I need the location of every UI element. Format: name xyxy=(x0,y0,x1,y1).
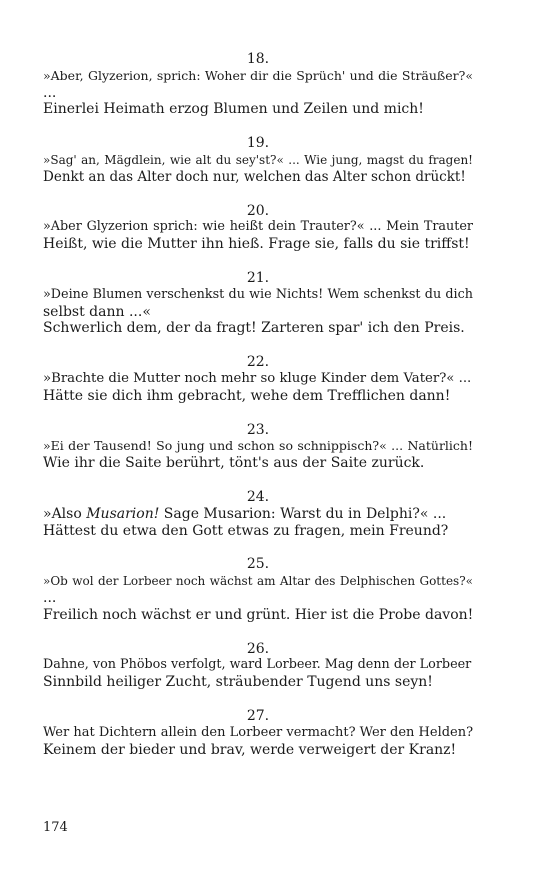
verse-line: »Aber Glyzerion sprich: wie heißt dein Trauter?« ... Mein Trauter xyxy=(43,219,473,235)
verse-line: Keinem der bieder und brav, werde verweigert der Kranz! xyxy=(43,741,457,758)
stanza-number: 24. xyxy=(246,488,270,505)
verse-line xyxy=(43,506,473,523)
stanza-number: 18. xyxy=(246,51,270,67)
verse-emphasis: Musarion! xyxy=(86,505,160,522)
verse-line: Hätte sie dich ihm gebracht, wehe dem Trefflichen dann! xyxy=(43,387,451,404)
stanza-26 xyxy=(43,641,473,691)
stanza-19 xyxy=(43,135,473,185)
stanza-25 xyxy=(43,556,473,623)
verse-line: Sinnbild heiliger Zucht, sträubender Tugend uns seyn! xyxy=(43,674,433,691)
stanza-number: 23. xyxy=(246,421,270,438)
verse-line: selbst dann ...« xyxy=(43,303,151,320)
verse-line: ... xyxy=(43,589,57,606)
verse-line: Wer hat Dichtern allein den Lorbeer vermacht? Wer den Helden? xyxy=(43,724,474,740)
stanza-22 xyxy=(43,354,473,404)
verse-line: »Ei der Tausend! So jung und schon so schnippisch?« ... Natürlich! xyxy=(43,438,473,454)
stanza-20 xyxy=(43,203,473,253)
verse-line: »Brachte die Mutter noch mehr so kluge Kinder dem Vater?« ... xyxy=(43,370,472,386)
page-number: 174 xyxy=(43,820,68,835)
verse-line: Einerlei Heimath erzog Blumen und Zeilen und mich! xyxy=(43,101,424,118)
verse-line: Freilich noch wächst er und grünt. Hier ist die Probe davon! xyxy=(43,606,474,623)
stanza-21 xyxy=(43,270,473,337)
stanza-18 xyxy=(43,51,473,118)
verse-line: Hättest du etwa den Gott etwas zu fragen, mein Freund? xyxy=(43,522,449,539)
stanza-number: 22. xyxy=(246,354,270,371)
verse-line: Wie ihr die Saite berührt, tönt's aus der Saite zurück. xyxy=(43,455,425,472)
stanza-number: 20. xyxy=(246,202,270,219)
stanza-number: 27. xyxy=(246,707,270,724)
verse-line: »Aber, Glyzerion, sprich: Woher dir die Sprüch' und die Sträußer?« xyxy=(43,67,473,83)
verse-line: ... xyxy=(43,84,57,101)
stanza-24 xyxy=(43,489,473,539)
verse-line: »Deine Blumen verschenkst du wie Nichts! Wem schenkst du dich xyxy=(43,286,473,302)
verse-line: Dahne, von Phöbos verfolgt, ward Lorbeer. Mag denn der Lorbeer xyxy=(43,657,472,673)
poem-page xyxy=(43,51,473,775)
verse-line: Denkt an das Alter doch nur, welchen das Alter schon drückt! xyxy=(43,168,466,185)
verse-line: Heißt, wie die Mutter ihn hieß. Frage sie, falls du sie triffst! xyxy=(43,236,470,253)
stanza-23 xyxy=(43,422,473,472)
stanza-number: 25. xyxy=(246,556,270,573)
stanza-number: 26. xyxy=(246,640,270,657)
verse-line: »Ob wol der Lorbeer noch wächst am Altar des Delphischen Gottes?« xyxy=(43,574,473,589)
verse-fragment: Sage Musarion: Warst du in Delphi?« ... xyxy=(159,505,447,522)
stanza-number: 21. xyxy=(246,269,270,286)
verse-line: »Sag' an, Mägdlein, wie alt du sey'st?« ... Wie jung, magst du fragen! xyxy=(43,152,473,167)
verse-line: Schwerlich dem, der da fragt! Zarteren spar' ich den Preis. xyxy=(43,320,465,337)
stanza-number: 19. xyxy=(246,135,270,152)
verse-fragment: »Also xyxy=(43,505,87,522)
stanza-27 xyxy=(43,708,473,758)
